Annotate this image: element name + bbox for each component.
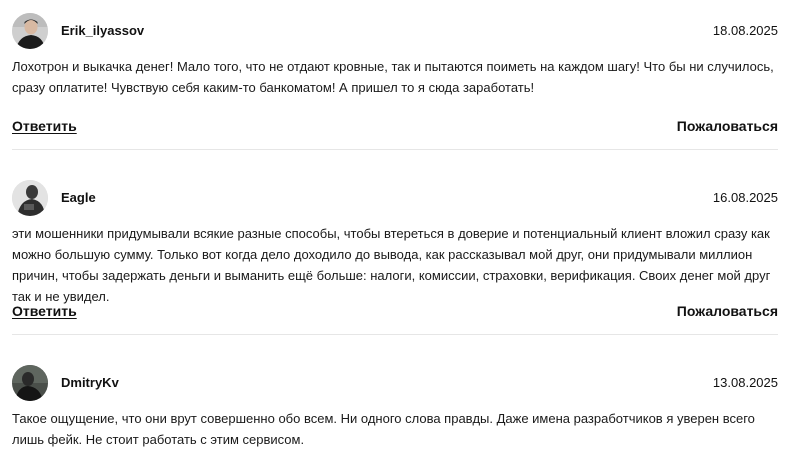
user-avatar[interactable]: [12, 365, 48, 401]
user-avatar[interactable]: [12, 180, 48, 216]
user-photo-icon: [12, 365, 48, 401]
review-date: 18.08.2025: [712, 23, 778, 38]
review-date: 13.08.2025: [712, 375, 778, 390]
review-divider: [12, 149, 778, 150]
user-avatar[interactable]: [12, 13, 48, 49]
user-photo-icon: [12, 13, 48, 49]
review-text: Такое ощущение, что они врут совершенно обо всем. Ни одного слова правды. Даже имена разработчиков я уверен всего лишь фейк. Не стоит работать с этим сервисом.: [12, 411, 755, 447]
review-item: [12, 365, 778, 449]
reply-link[interactable]: Ответить: [12, 303, 77, 319]
review-header: [12, 365, 778, 405]
reply-link[interactable]: Ответить: [12, 118, 77, 134]
author-name[interactable]: DmitryKv: [61, 375, 119, 390]
report-link[interactable]: Пожаловаться: [676, 303, 778, 319]
review-actions: [12, 303, 778, 323]
report-link[interactable]: Пожаловаться: [676, 118, 778, 134]
review-item: [12, 180, 778, 307]
review-header: [12, 180, 778, 220]
review-text: Лохотрон и выкачка денег! Мало того, что не отдают кровные, так и пытаются поиметь на каждом шагу! Что бы ни случилось, сразу оплатите! Чувствую себя каким-то банкоматом! А пришел то я сюда заработать!: [12, 59, 774, 95]
review-date: 16.08.2025: [712, 190, 778, 205]
review-actions: [12, 118, 778, 138]
author-name[interactable]: Eagle: [61, 190, 96, 205]
author-name[interactable]: Erik_ilyassov: [61, 23, 145, 38]
user-photo-icon: [12, 180, 48, 216]
review-header: [12, 13, 778, 53]
review-text: эти мошенники придумывали всякие разные способы, чтобы втереться в доверие и потенциальный клиент вложил сразу как можно большую сумму. Только вот когда дело доходило до вывода, как рассказывал мой друг, они придумывали миллион причин, чтобы задержать деньги и выманить ещё больше: налоги, комиссии, страховки, верификация. Своих денег мой друг так и не увидел.: [12, 226, 771, 304]
review-divider: [12, 334, 778, 335]
review-item: [12, 13, 778, 98]
